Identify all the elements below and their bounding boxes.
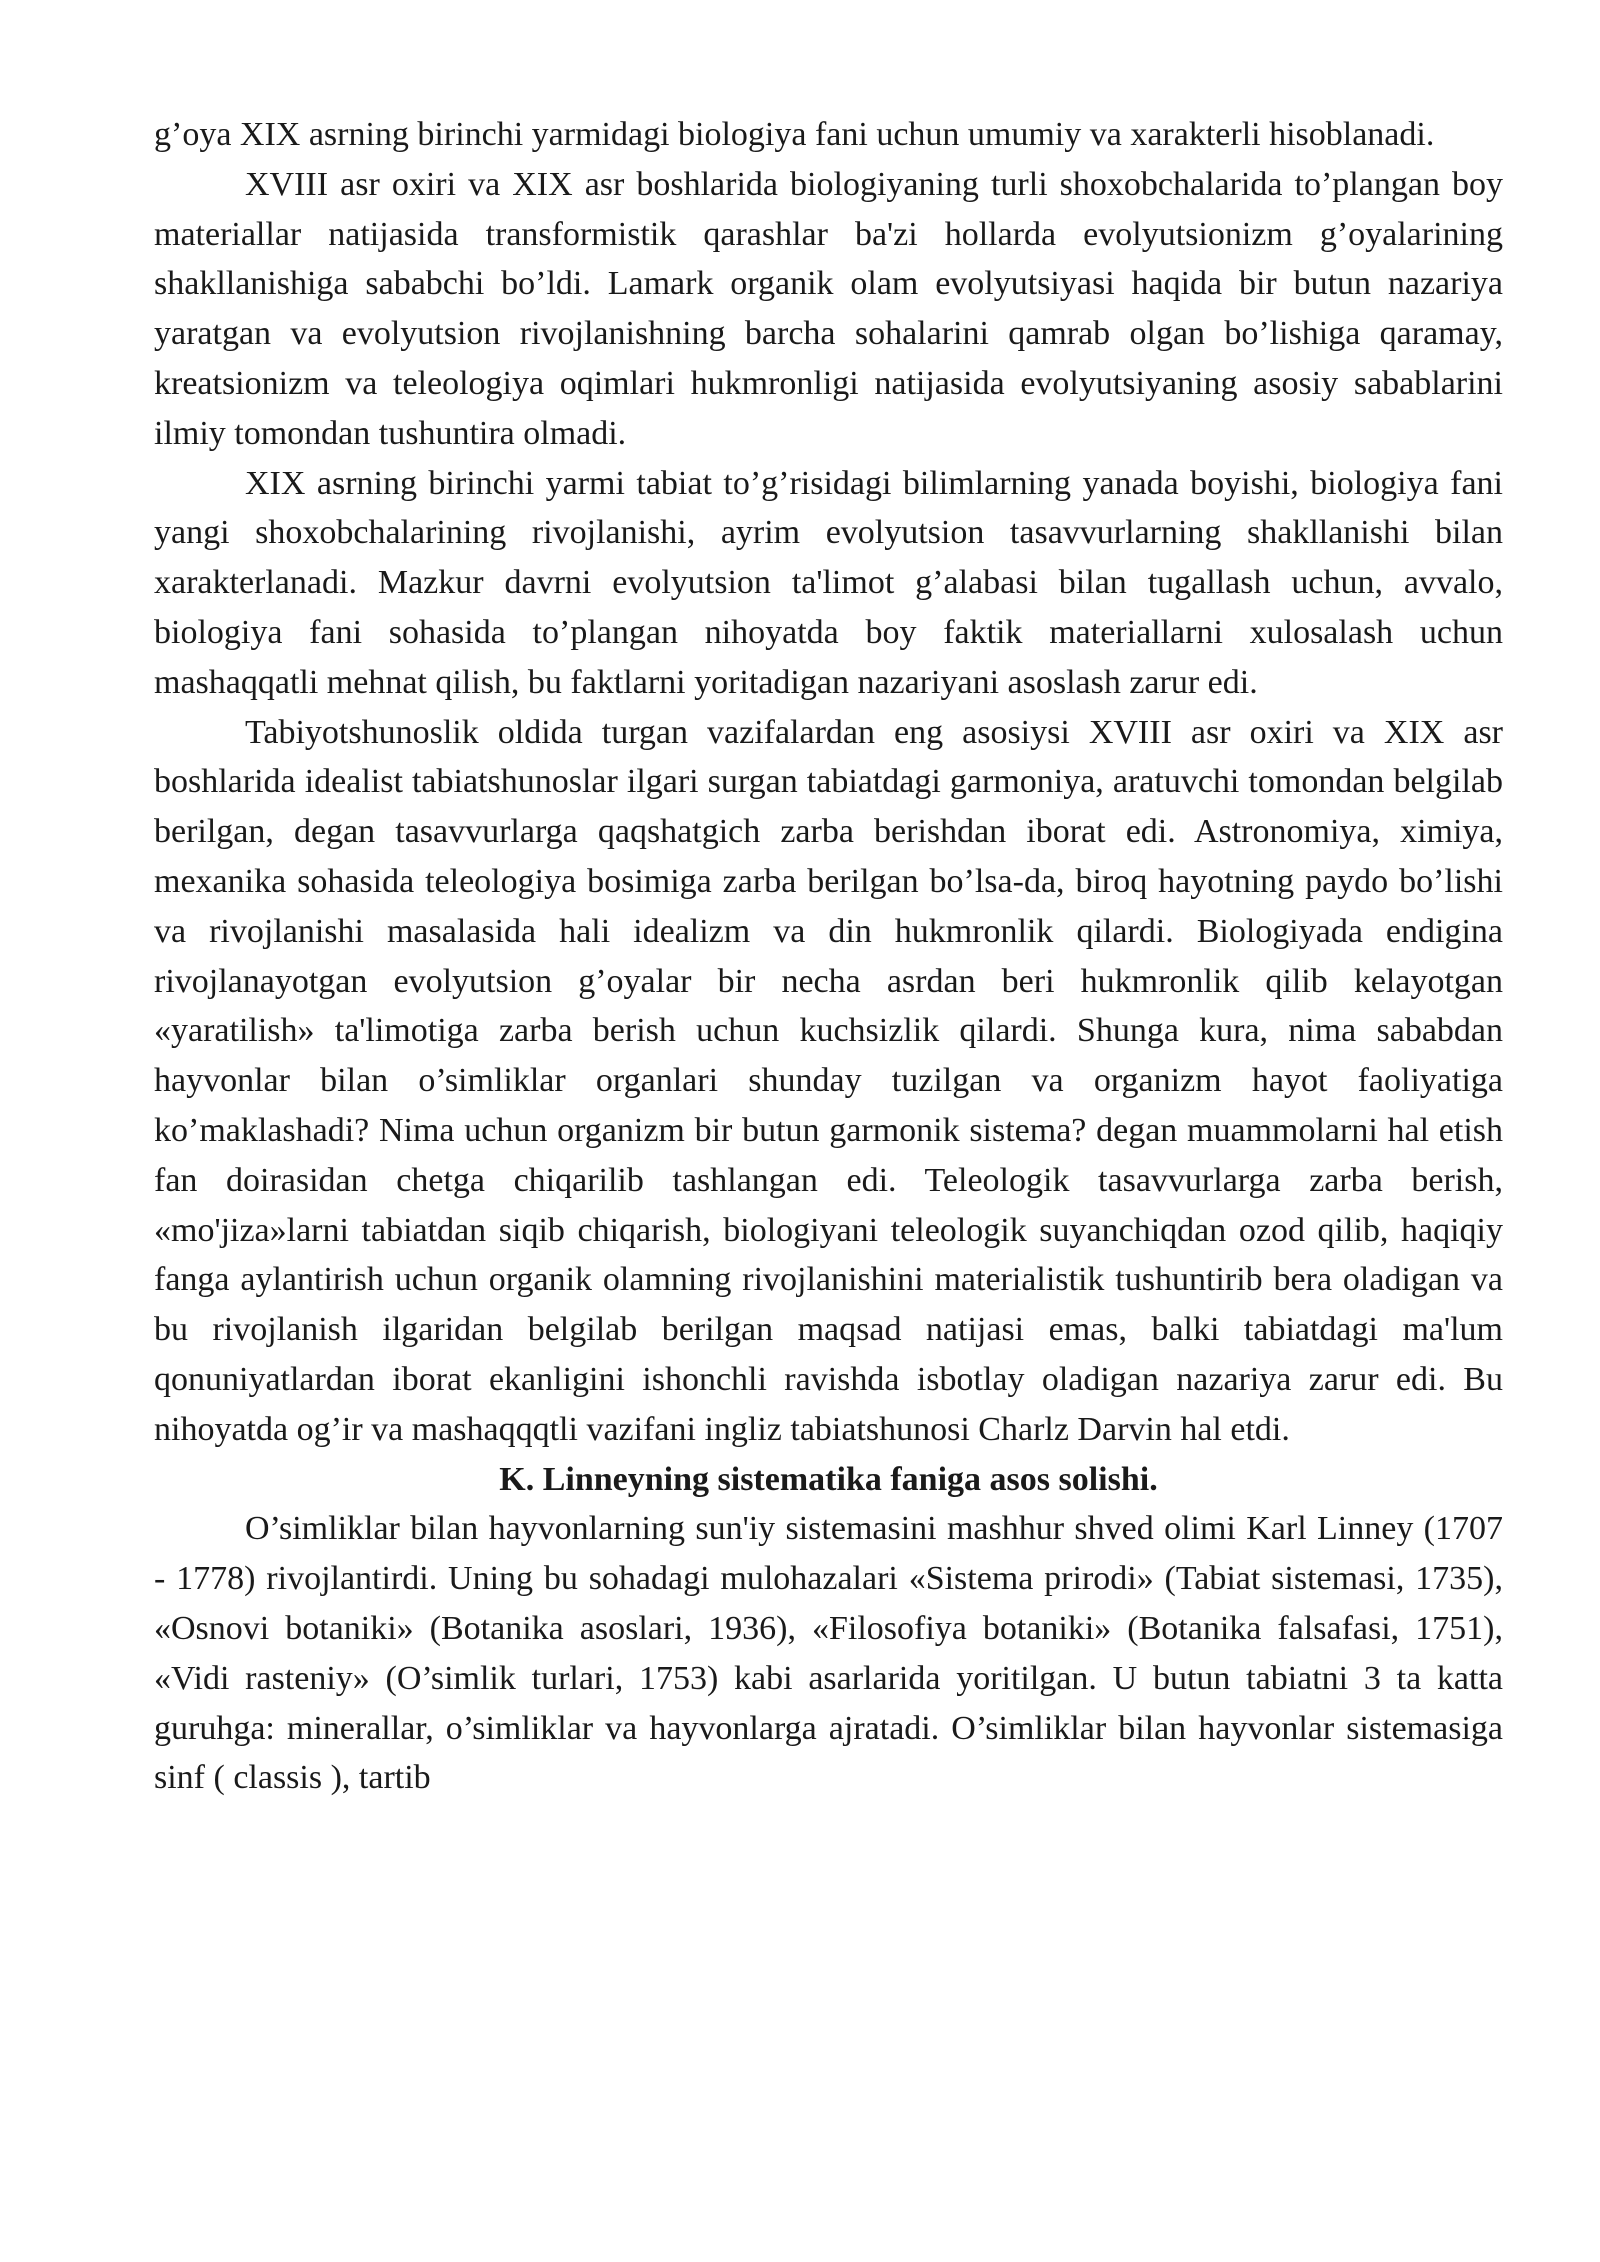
paragraph-linnaeus: O’simliklar bilan hayvonlarning sun'iy sistemasini mashhur shved olimi Karl Linney (1707 - 1778) rivojlantirdi. Uning bu sohadagi mulohazalari «Sistema prirodi» (Tabiat sistemasi, 1735), «Osnovi botaniki» (Botanika asoslari, 1936), «Filosofiya botaniki» (Botanika falsafasi, 1751), «Vidi rasteniy» (O’simlik turlari, 1753) kabi asarlarida yoritilgan. U butun tabiatni 3 ta katta guruhga: minerallar, o’simliklar va hayvonlarga ajratadi. O’simliklar bilan hayvonlar sistemasiga sinf ( classis ), tartib xyxy=(154,1510,1503,1797)
paragraph-transformism: XVIII asr oxiri va XIX asr boshlarida biologiyaning turli shoxobchalarida to’plangan boy materiallar natijasida transformistik qarashlar ba'zi hollarda evolyutsionizm g’oyalarining shakllanishiga sababchi bo’ldi. Lamark organik olam evolyutsiyasi haqida bir butun nazariya yaratgan va evolyutsion rivojlanishning barcha sohalarini qamrab olgan bo’lishiga qaramay, kreatsionizm va teleologiya oqimlari hukmronligi natijasida evolyutsiyaning asosiy sabablarini ilmiy tomondan tushuntira olmadi. xyxy=(154,165,1503,452)
paragraph-xix-century: XIX asrning birinchi yarmi tabiat to’g’risidagi bilimlarning yanada boyishi, biologiya fani yangi shoxobchalarining rivojlanishi, ayrim evolyutsion tasavvurlarning shakllanishi bilan xarakterlanadi. Mazkur davrni evolyutsion ta'limot g’alabasi bilan tugallash uchun, avvalo, biologiya fani sohasida to’plangan nihoyatda boy faktik materiallarni xulosalash uchun mashaqqatli mehnat qilish, bu faktlarni yoritadigan nazariyani asoslash zarur edi. xyxy=(154,464,1503,701)
paragraph-continuation: g’oya XIX asrning birinchi yarmidagi biologiya fani uchun umumiy va xarakterli hisoblanadi. xyxy=(154,116,1435,153)
document-page xyxy=(154,110,1503,1803)
paragraph-tasks-darwin: Tabiyotshunoslik oldida turgan vazifalardan eng asosiysi XVIII asr oxiri va XIX asr boshlarida idealist tabiatshunoslar ilgari surgan tabiatdagi garmoniya, aratuvchi tomondan belgilab berilgan, degan tasavvurlarga qaqshatgich zarba berishdan iborat edi. Astronomiya, ximiya, mexanika sohasida teleologiya bosimiga zarba berilgan bo’lsa-da, biroq hayotning paydo bo’lishi va rivojlanishi masalasida hali idealizm va din hukmronlik qilardi. Biologiyada endigina rivojlanayotgan evolyutsion g’oyalar bir necha asrdan beri hukmronlik qilib kelayotgan «yaratilish» ta'limotiga zarba berish uchun kuchsizlik qilardi. Shunga kura, nima sababdan hayvonlar bilan o’simliklar organlari shunday tuzilgan va organizm hayot faoliyatiga ko’maklashadi? Nima uchun organizm bir butun garmonik sistema? degan muammolarni hal etish fan doirasidan chetga chiqarilib tashlangan edi. Teleologik tasavvurlarga zarba berish, «mo'jiza»larni tabiatdan siqib chiqarish, biologiyani teleologik suyanchiqdan ozod qilib, haqiqiy fanga aylantirish uchun organik olamning rivojlanishini materialistik tushuntirib bera oladigan va bu rivojlanish ilgaridan belgilab berilgan maqsad natijasi emas, balki tabiatdagi ma'lum qonuniyatlardan iborat ekanligini ishonchli ravishda isbotlay oladigan nazariya zarur edi. Bu nihoyatda og’ir va mashaqqqtli vazifani ingliz tabiatshunosi Charlz Darvin hal etdi. xyxy=(154,713,1503,1448)
section-heading: K. Linneyning sistematika faniga asos solishi. xyxy=(499,1460,1158,1498)
